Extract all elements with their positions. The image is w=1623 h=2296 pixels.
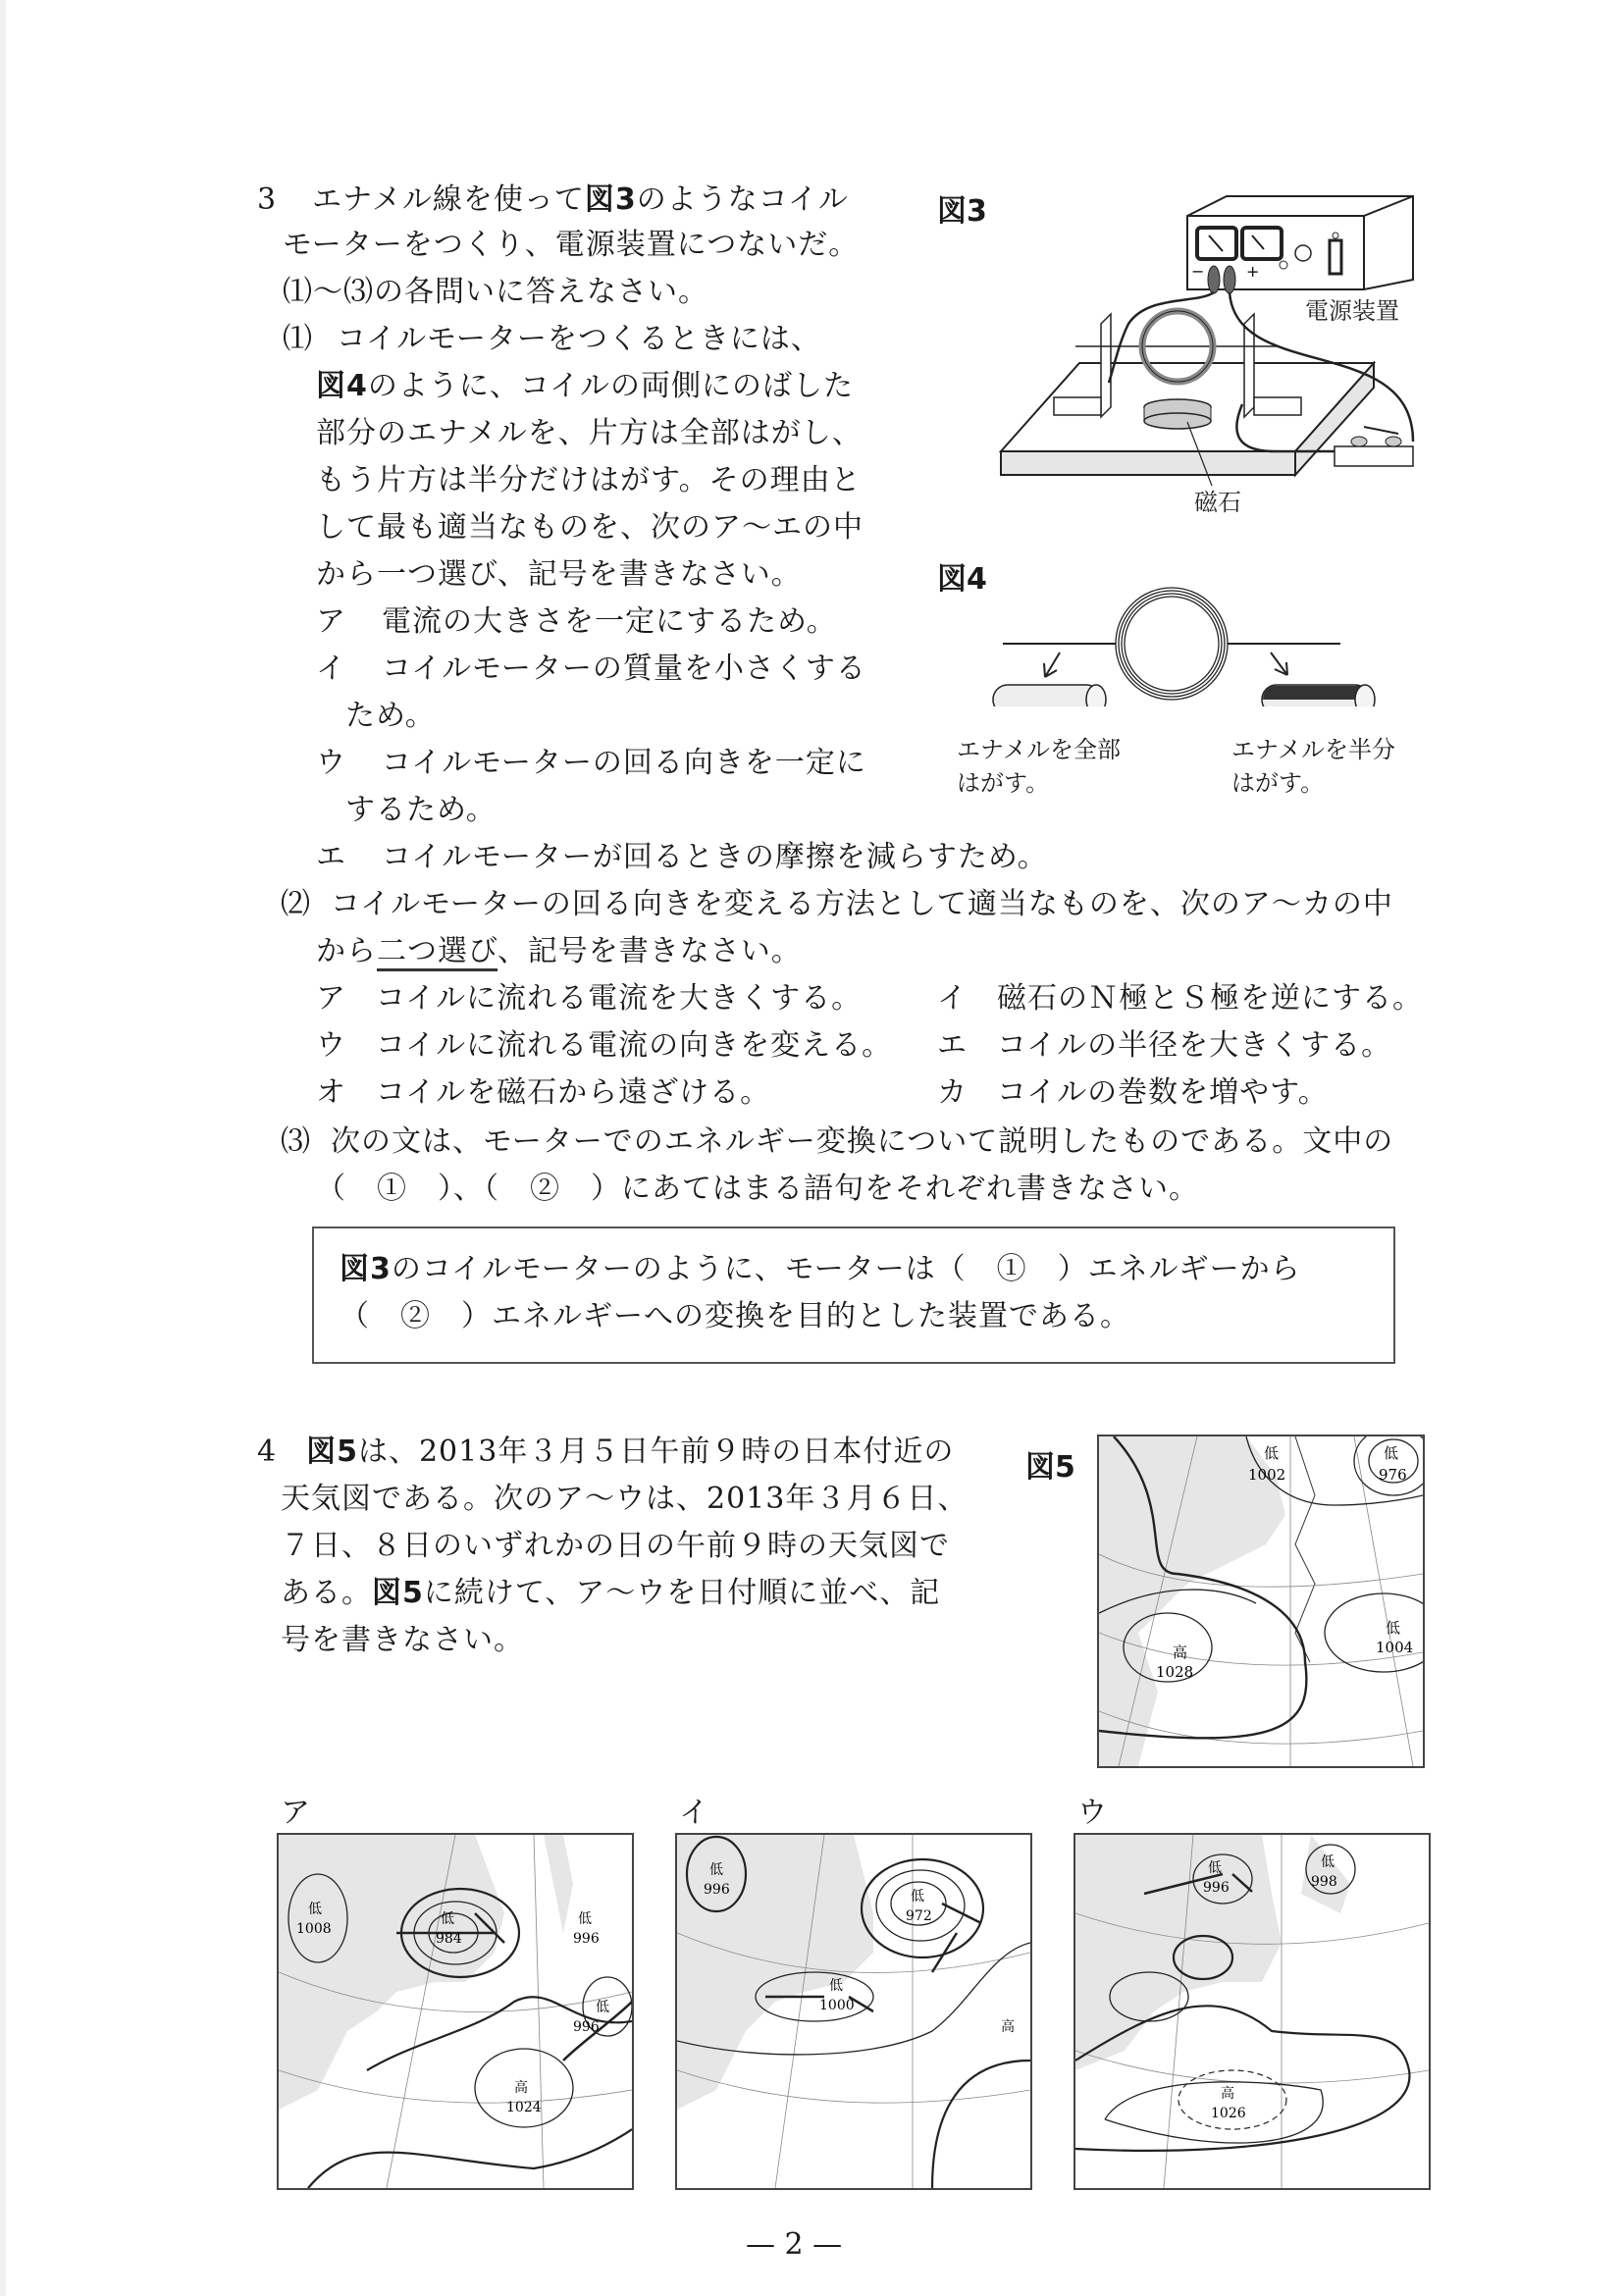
- q4-line5: 号を書きなさい。: [281, 1623, 524, 1657]
- q3-line3: ⑴〜⑶の各問いに答えなさい。: [283, 275, 708, 309]
- coil-motor-apparatus-diagram: [952, 186, 1452, 540]
- statement-box: [312, 1226, 1395, 1364]
- q3-number: 3: [257, 183, 278, 217]
- magnet-label: 磁石: [1194, 489, 1241, 516]
- svg-text:1008: 1008: [296, 1921, 332, 1937]
- weather-map-a: [277, 1833, 634, 2190]
- map-a-label: ア: [281, 1796, 311, 1830]
- svg-text:1028: 1028: [1156, 1663, 1194, 1681]
- q3-sub3-line1: ⑶ 次の文は、モーターでのエネルギー変換について説明したものである。文中の: [281, 1124, 1394, 1159]
- q3-sub2-line2: から二つ選び、記号を書きなさい。: [316, 934, 802, 969]
- q3-sub1-line5: して最も適当なものを、次のア〜エの中: [316, 510, 864, 545]
- svg-text:976: 976: [1379, 1466, 1407, 1484]
- q4-line3: ７日、８日のいずれかの日の午前９時の天気図で: [281, 1529, 950, 1563]
- box-line1: 図3のコイルモーターのように、モーターは（ ① ）エネルギーから: [340, 1252, 1301, 1286]
- sub2-option-i: イ 磁石のＮ極とＳ極を逆にする。: [937, 981, 1423, 1016]
- power-supply-label: 電源装置: [1305, 297, 1399, 325]
- svg-text:高: 高: [1173, 1644, 1188, 1661]
- svg-text:低: 低: [1208, 1860, 1222, 1876]
- sub1-option-a: ア 電流の大きさを一定にするため。: [316, 604, 837, 639]
- sub2-option-o: オ コイルを磁石から遠ざける。: [316, 1075, 771, 1110]
- svg-text:998: 998: [1311, 1874, 1337, 1890]
- fig5-label: 図5: [1025, 1450, 1075, 1485]
- svg-text:低: 低: [1264, 1444, 1280, 1462]
- svg-text:1000: 1000: [819, 1998, 855, 2013]
- svg-text:1004: 1004: [1376, 1639, 1414, 1656]
- svg-text:高: 高: [1221, 2086, 1234, 2102]
- svg-text:低: 低: [441, 1911, 454, 1927]
- fig3-ref: 図3: [584, 183, 637, 217]
- svg-text:低: 低: [578, 1911, 592, 1927]
- svg-text:低: 低: [308, 1902, 322, 1917]
- sub1-option-u-cont: するため。: [345, 793, 497, 827]
- fig4-left-caption-1: エナメルを全部: [957, 736, 1122, 763]
- q3-sub2-line1: ⑵ コイルモーターの回る向きを変える方法として適当なものを、次のア〜カの中: [281, 887, 1393, 921]
- svg-text:996: 996: [573, 1931, 600, 1947]
- sub1-option-i: イ コイルモーターの質量を小さくする: [316, 652, 866, 686]
- svg-text:低: 低: [829, 1978, 843, 1994]
- svg-text:高: 高: [514, 2080, 528, 2096]
- weather-map-i: [675, 1833, 1032, 2190]
- sub2-option-ka: カ コイルの巻数を増やす。: [937, 1075, 1329, 1110]
- fig4-ref: 図4: [316, 369, 368, 403]
- svg-text:+: +: [1246, 262, 1260, 281]
- q3-line1: 3 エナメル線を使って図3のようなコイル: [257, 183, 849, 217]
- sub1-option-u: ウ コイルモーターの回る向きを一定に: [316, 746, 866, 780]
- svg-text:996: 996: [1203, 1880, 1230, 1896]
- q4-line1: 4 図5は、2013年３月５日午前９時の日本付近の: [257, 1435, 955, 1469]
- svg-text:1002: 1002: [1248, 1466, 1286, 1484]
- page-number: — 2 —: [746, 2227, 843, 2262]
- fig4-label: 図4: [937, 562, 987, 597]
- svg-text:低: 低: [911, 1889, 924, 1905]
- q3-sub1-line2: 図4のように、コイルの両側にのばした: [316, 369, 854, 403]
- sub1-option-i-cont: ため。: [345, 699, 436, 733]
- q4-number: 4: [257, 1435, 278, 1469]
- weather-map-u: [1073, 1833, 1431, 2190]
- q3-sub1-line1: ⑴ コイルモーターをつくるときには、: [283, 322, 821, 356]
- q3-sub1-line3: 部分のエナメルを、片方は全部はがし、: [316, 416, 863, 450]
- q4-line4: ある。図5に続けて、ア〜ウを日付順に並べ、記: [281, 1576, 941, 1610]
- svg-text:996: 996: [573, 2019, 600, 2035]
- sub2-label: ⑵: [281, 887, 311, 921]
- fig4-right-caption-1: エナメルを半分: [1231, 736, 1396, 763]
- q4-line2: 天気図である。次のア〜ウは、2013年３月６日、: [281, 1482, 969, 1516]
- fig4-left-caption-2: はがす。: [957, 769, 1050, 797]
- map-i-label: イ: [679, 1796, 709, 1830]
- svg-text:低: 低: [1384, 1444, 1399, 1462]
- svg-text:低: 低: [1321, 1854, 1335, 1870]
- enamel-stripping-diagram: [981, 569, 1393, 706]
- q3-sub3-line2: （ ① ）、（ ② ）にあてはまる語句をそれぞれ書きなさい。: [316, 1172, 1199, 1206]
- fig4-right-caption-2: はがす。: [1231, 769, 1325, 797]
- svg-text:1024: 1024: [506, 2100, 542, 2115]
- scan-edge: [0, 0, 6, 2296]
- fig3-label: 図3: [937, 194, 987, 229]
- underlined-two: 二つ選び: [377, 934, 497, 971]
- sub2-option-a: ア コイルに流れる電流を大きくする。: [316, 981, 863, 1016]
- svg-text:高: 高: [1001, 2019, 1015, 2035]
- box-line2: （ ② ）エネルギーへの変換を目的とした装置である。: [340, 1299, 1130, 1333]
- sub2-option-e: エ コイルの半径を大きくする。: [937, 1028, 1392, 1063]
- sub1-label: ⑴: [283, 322, 313, 356]
- svg-text:1026: 1026: [1211, 2106, 1246, 2121]
- q3-line2: モーターをつくり、電源装置につないだ。: [283, 228, 860, 262]
- sub1-option-e: エ コイルモーターが回るときの摩擦を減らすため。: [316, 840, 1048, 874]
- svg-text:低: 低: [596, 2000, 609, 2015]
- map-u-label: ウ: [1077, 1796, 1108, 1830]
- weather-map-fig5: [1097, 1435, 1425, 1768]
- svg-text:低: 低: [709, 1862, 723, 1878]
- svg-text:984: 984: [436, 1931, 462, 1947]
- svg-text:低: 低: [1386, 1619, 1401, 1637]
- svg-text:972: 972: [906, 1908, 932, 1924]
- sub3-label: ⑶: [281, 1124, 311, 1159]
- q3-sub1-line4: もう片方は半分だけはがす。その理由と: [316, 463, 862, 497]
- q3-sub1-line6: から一つ選び、記号を書きなさい。: [316, 557, 802, 592]
- sub2-option-u: ウ コイルに流れる電流の向きを変える。: [316, 1028, 893, 1063]
- svg-text:996: 996: [704, 1882, 730, 1898]
- svg-text:−: −: [1191, 262, 1205, 281]
